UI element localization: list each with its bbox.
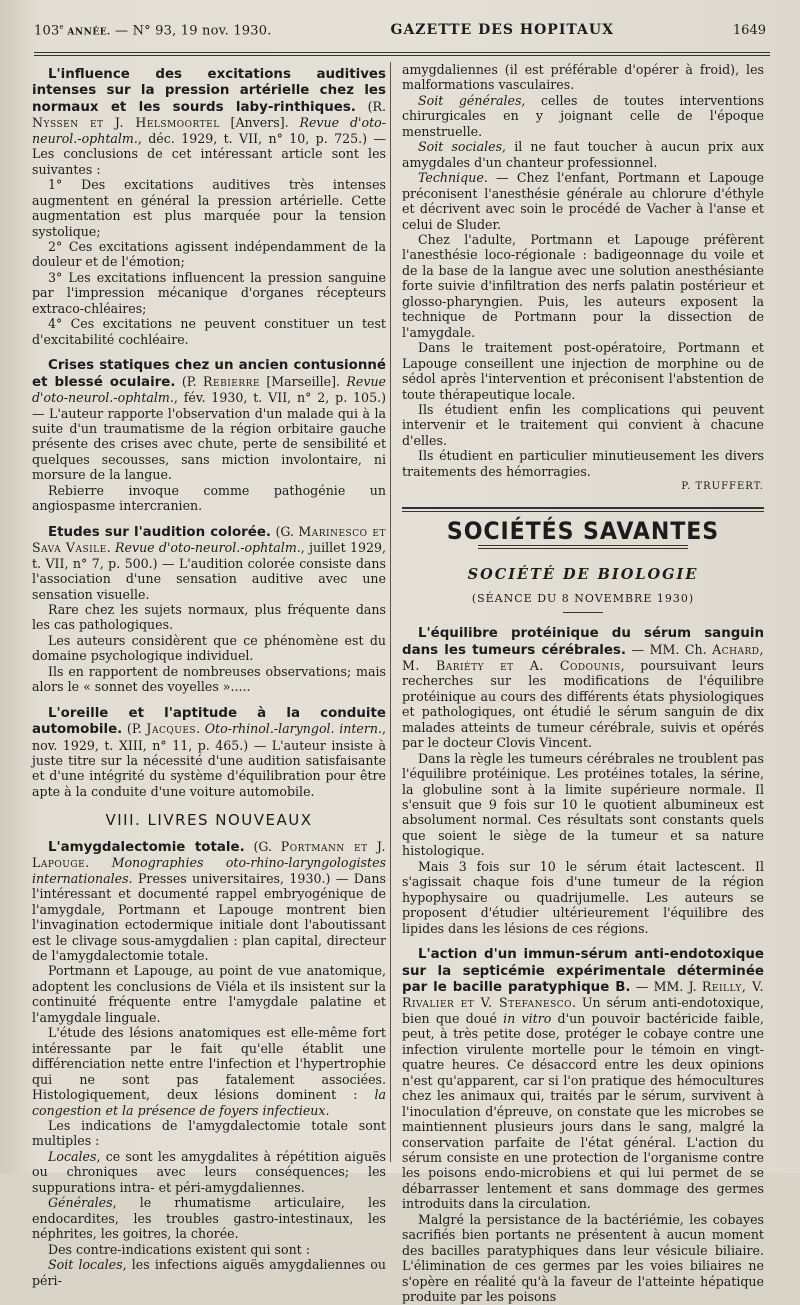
session-rule — [563, 612, 603, 613]
section-heading-societes: SOCIÉTÉS SAVANTES — [446, 516, 720, 545]
page-number: 1649 — [732, 23, 766, 38]
header-rule — [34, 52, 770, 53]
issue-info: 103e ANNÉE. — N° 93, 19 nov. 1930. — [34, 22, 272, 38]
article-audition-coloree: Etudes sur l'audition colorée. (G. Marinesco et Sava Vasile. Revue d'oto-neurol.-ophtalm., juillet 1929, t. VII, n° 7, p. 500.) — L'audition colorée consiste dans l'association d'une sensation auditive avec une sensation visuelle. Rare chez les sujets normaux, plus fréquente dans les cas pathologiques. Les auteurs considèrent que ce phénomène est du domaine psychologique individuel. Ils en rapportent de nombreuses observations; mais alors le « sonnet des voyelles »..... — [32, 523, 387, 695]
heading-underline — [478, 545, 688, 546]
article-oreille-conduite: L'oreille et l'aptitude à la conduite automobile. (P. Jacques. Oto-rhinol.-laryngol. intern., nov. 1929, t. XIII, n° 11, p. 465.) — L'auteur insiste à juste titre sur la nécessité d'une audition satisfaisante et d'une intégrité du système d'équilibration pour être apte à la conduite d'une voiture automobile. — [32, 705, 387, 799]
column-divider — [390, 62, 391, 1162]
article-crises-statiques: Crises statiques chez un ancien contusionné et blessé oculaire. (P. Rebierre [Marseille]. Revue d'oto-neurol.-ophtalm., fév. 1930, t. VII, n° 2, p. 105.) — L'auteur rapporte l'observation d'un malade qui à la suite d'un traumatisme de la région orbitaire gauche présente des crises avec chute, perte de sensibilité et quelques secousses, sans miction involontaire, ni morsure de la langue. Rebierre invoque comme pathogénie un angiospasme intercranien. — [32, 358, 387, 514]
article-amygdalectomie: L'amygdalectomie totale. (G. Portmann et J. Lapouge. Monographies oto-rhino-laryngologistes internationales. Presses universitaires, 1930.) — Dans l'intéressant et documenté rappel embryogénique de l'amygdale, Portmann et Lapouge montrent bien l'invagination ectodermique initiale dont l'aboutissant est le clivage sous-amygdalien : plan capital, directeur de l'amygdalectomie totale. Portmann et Lapouge, au point de vue anatomique, adoptent les conclusions de Viéla et ils insistent sur la continuité fréquente entre l'amygdale palatine et l'amygdale linguale. L'étude des lésions anatomiques est elle-même fort intéressante par le fait qu'elle établit une différenciation nette entre l'infection et l'hypertrophie qui ne sont pas fatalement associées. Histologiquement, deux lésions dominent : la congestion et la présence de foyers infectieux. Les indications de l'amygdalectomie totale sont multiples : Locales, ce sont les amygdalites à répétition aiguës ou chroniques avec leurs conséquences; les suppurations intra- et péri-amygdaliennes. Générales, le rhumatisme articulaire, les endocardites, les troubles gastro-intestinaux, les néphrites, les goitres, la chorée. Des contre-indications existent qui sont : Soit locales, les infections aiguës amygdaliennes ou péri- — [32, 838, 386, 1288]
article-excitations-auditives: L'influence des excitations auditives intenses sur la pression artérielle chez les normaux et les sourds laby-rinthiques. (R. Nyssen et J. Helsmoortel [Anvers]. Revue d'oto-neurol.-ophtalm., déc. 1929, t. VII, n° 10, p. 725.) — Les conclusions de cet intéressant article sont les suivantes : 1° Des excitations auditives très intenses augmentent en général la pression artérielle. Cette augmentation est plus marquée pour la tension systolique; 2° Ces excitations agissent indépendamment de la douleur et de l'émotion; 3° Les excitations influencent la pression sanguine par l'impression mécanique d'organes récepteurs extraco-chléaires; 4° Ces excitations ne peuvent constituer un test d'excitabilité cochléaire. — [32, 67, 386, 347]
left-column — [32, 62, 386, 1288]
society-name: SOCIÉTÉ DE BIOLOGIE — [467, 566, 699, 584]
page-header — [34, 22, 766, 44]
right-column — [402, 62, 764, 1305]
signature: P. TRUFFERT. — [681, 481, 764, 493]
journal-title: GAZETTE DES HOPITAUX — [390, 22, 614, 38]
article-amygdalectomie-cont: amygdaliennes (il est préférable d'opérer à froid), les malformations vasculaires. Soit générales, celles de toutes interventions chirurgicales en y joignant celle de l'époque menstruelle. Soit sociales, il ne faut toucher à aucun prix aux amygdales d'un chanteur professionnel. Technique. — Chez l'enfant, Portmann et Lapouge préconisent l'anesthésie générale au chlorure d'éthyle et décrivent avec soin le procédé de Vacher à l'anse et celui de Sluder. Chez l'adulte, Portmann et Lapouge préfèrent l'anesthésie loco-régionale : badigeonnage du voile et de la base de la langue avec une solution anesthésiante forte suivie d'infiltration des nerfs palatin postérieur et glosso-pharyngien. Puis, les auteurs exposent la technique de Portmann pour la dissection de l'amygdale. Dans le traitement post-opératoire, Portmann et Lapouge conseillent une injection de morphine ou de sédol après l'intervention et préconisent l'abstention de toute thérapeutique locale. Ils étudient enfin les complications qui peuvent intervenir et le traitement qui convient à chacune d'elles. Ils étudient en particulier minutieusement les divers traitements des hémorragies. P. TRUFFERT. — [402, 62, 764, 495]
section-heading-livres: VIII. LIVRES NOUVEAUX — [105, 811, 313, 830]
section-rule — [402, 507, 764, 509]
header-rule-thin — [34, 55, 770, 56]
section-rule-thin — [402, 511, 764, 512]
article-immun-serum: L'action d'un immun-sérum anti-endotoxique sur la septicémie expérimentale déterminée par le bacille paratyphique B. — MM. J. Reilly, V. Rivalier et V. Stefanesco. Un sérum anti-endotoxique, bien que doué in vitro d'un pouvoir bactéricide faible, peut, à très petite dose, protéger le cobaye contre une infection virulente mortelle pour le témoin en vingt-quatre heures. Ce désaccord entre les deux opinions n'est qu'apparent, car si l'on pratique des hémocultures chez les animaux qui, traités par le sérum, survivent à l'inoculation d'épreuve, on constate que les microbes se maintiennent plusieurs jours dans le sang, malgré la conservation parfaite de l'état général. L'action du sérum consiste en une protection de l'organisme contre les poisons endo-microbiens et qui lui permet de se débarrasser lentement et sans dommage des germes introduits dans la circulation. Malgré la persistance de la bactériémie, les cobayes sacrifiés bien portants ne présentent à aucun moment des bacilles paratyphiques dans leur vésicule biliaire. L'élimination de ces germes par les voies biliaires ne s'opère en réalité qu'à la faveur de l'atteinte hépatique produite par les poisons — [402, 947, 764, 1305]
article-equilibre-proteinique: L'équilibre protéinique du sérum sanguin dans les tumeurs cérébrales. — MM. Ch. Achard, M. Bariéty et A. Codounis, poursuivant leurs recherches sur les modifications de l'équilibre protéinique au cours des différents états physiologiques et pathologiques, ont étudié le sérum sanguin de dix malades atteints de tumeur cérébrale, suivis et opérés par le docteur Clovis Vincent. Dans la règle les tumeurs cérébrales ne troublent pas l'équilibre protéinique. Les protéines totales, la sérine, la globuline sont à la limite supérieure normale. Il s'ensuit que 9 fois sur 10 le quotient albumineux est absolument normal. Ces résultats sont constants quels que soient le siège de la tumeur et sa nature histologique. Mais 3 fois sur 10 le sérum était lactescent. Il s'agissait chaque fois d'une tumeur de la région hypophysaire ou quadrijumelle. Les auteurs se proposent d'étudier ultérieurement l'équilibre des lipides dans les lésions de ces régions. — [402, 626, 764, 936]
session-date: (SÉANCE DU 8 NOVEMBRE 1930) — [471, 591, 695, 605]
heading-underline-thin — [478, 548, 688, 549]
